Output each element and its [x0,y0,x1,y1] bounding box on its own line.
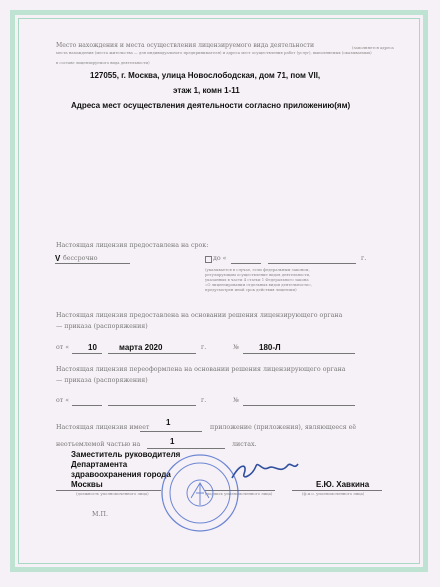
grant-day-line [72,353,102,354]
address-line3: Адреса мест осуществления деятельности согласно приложению(ям) [71,101,351,110]
indef-underline [55,263,130,264]
header-line2: места нахождения (места жительства — для индивидуального предпринимателя) и адреса мест осуществления работ (услуг), выполняемых (оказываемых) [56,50,372,55]
until-day-line [231,263,261,264]
signer-title1: Заместитель руководителя [71,450,181,459]
until-label: до « [213,255,227,262]
grant-from-label: от « [56,344,70,351]
reissue-text2: — приказа (распоряжения) [56,377,148,384]
attachments-text1a: Настоящая лицензия имеет [56,424,150,431]
signer-title3: здравоохранения города [71,470,171,479]
term-note2: регулирующим осуществление видов деятельности, [205,272,311,277]
grant-text2: — приказа (распоряжения) [56,323,148,330]
term-note1: (указывается в случае, если федеральным законом, [205,267,310,272]
attachments-text2a: неотъемлемой частью на [56,441,141,448]
reissue-number-line [243,405,355,406]
grant-month: марта 2020 [119,343,163,352]
attachments-text1b: приложение (приложения), являющееся её [210,424,357,431]
until-year-suffix: г. [361,255,367,262]
attachments-count-line [140,431,202,432]
header-line1: Место нахождения и места осуществления лицензируемого вида деятельности [56,42,315,49]
term-label: Настоящая лицензия предоставлена на срок: [56,242,209,249]
signer-title4: Москвы [71,480,103,489]
header-line1-small: (заполняется адреса [352,45,394,50]
indef-mark: V [55,254,61,263]
signer-sub1: (должность уполномоченного лица) [76,491,149,496]
reissue-number-label: № [233,397,239,404]
signer-name: Е.Ю. Хавкина [316,480,370,489]
grant-day: 10 [88,343,97,352]
signer-title2: Департамента [71,460,128,469]
signature-icon [230,458,300,483]
until-month-line [268,263,356,264]
address-line2: этаж 1, комн 1-11 [173,86,240,95]
header-line3: в составе лицензируемого вида деятельности) [56,60,150,65]
reissue-month-line [108,405,196,406]
attachments-count: 1 [166,418,171,427]
reissue-from-label: от « [56,397,70,404]
until-checkbox [205,256,212,263]
attachments-text2b: листах. [232,441,257,448]
mp-label: М.П. [92,511,108,518]
term-note3: указанных в части 4 статьи 1 Федерального закона [205,277,309,282]
grant-month-line [108,353,196,354]
reissue-day-line [72,405,102,406]
term-note4: «О лицензировании отдельных видов деятельности», [205,282,313,287]
grant-text1: Настоящая лицензия предоставлена на основании решения лицензирующего органа [56,312,343,319]
reissue-year-suffix: г. [201,397,207,404]
grant-year-suffix: г. [201,344,207,351]
attachments-sheets-line [147,448,225,449]
address-line1: 127055, г. Москва, улица Новослободская, дом 71, пом VII, [90,71,321,80]
signer-sub3: (ф.и.о. уполномоченного лица) [302,491,365,496]
reissue-text1: Настоящая лицензия переоформлена на основании решения лицензирующего органа [56,366,346,373]
grant-number-line [243,353,355,354]
term-note5: предусмотрен иной срок действия лицензии) [205,287,297,292]
grant-number-label: № [233,344,239,351]
attachments-sheets: 1 [170,437,175,446]
signer-sub2: (подпись уполномоченного лица) [205,491,273,496]
indef-label: бессрочно [63,255,98,262]
grant-number: 180-Л [259,343,281,352]
official-stamp-icon [160,453,240,533]
